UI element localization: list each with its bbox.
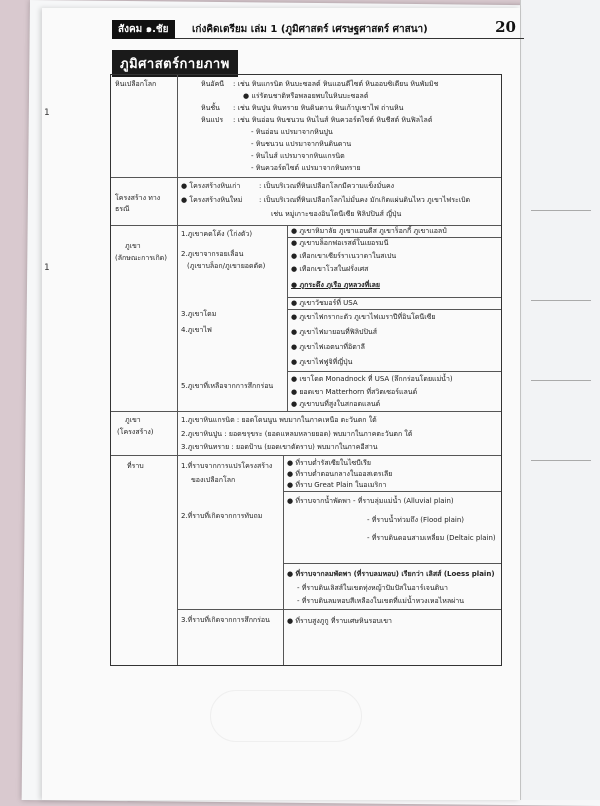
mountain-origin-type: 2.ภูเขาจากรอยเลื่อน: [181, 250, 244, 258]
rock-label: หินเปลือกโลก: [115, 80, 157, 88]
plain-example: - ที่ราบน้ำท่วมถึง (Flood plain): [367, 516, 464, 524]
mountain-example: ● เทือกเขาเซียร์ราเนวาดาในสเปน: [291, 252, 397, 260]
plain-example: - ที่ราบดินดอนสามเหลี่ยม (Deltaic plain): [367, 534, 496, 542]
rock-item-value: - หินชนวน แปรมาจากหินดินดาน: [251, 140, 352, 148]
summary-table: [110, 74, 502, 666]
structure-label: โครงสร้าง ทางธรณี: [115, 194, 161, 213]
rock-item-key: หินอัคนี: [201, 80, 225, 88]
structure-item-value: : เป็นบริเวณที่หินเปลือกโลกไม่มั่นคง มักเกิดแผ่นดินไหว ภูเขาไฟระเบิด: [259, 196, 471, 204]
rock-item-value: : เช่น หินอ่อน หินชนวน หินไนส์ หินควอร์ตไซต์ หินชีสต์ หินฟิลไลต์: [233, 116, 433, 124]
header-tag: สังคม ๑.ชัย: [112, 20, 175, 39]
mountain-example: ● ภูกระดึง ภูเรือ ภูหลวงที่เลย: [291, 281, 380, 289]
mountain-example: ● ยอดเขา Matterhorn ที่สวิตเซอร์แลนด์: [291, 388, 418, 396]
page-number: 20: [495, 18, 516, 36]
header-title: เก่งคิดเตรียม เล่ม 1 (ภูมิศาสตร์ เศรษฐศาสตร์ ศาสนา): [192, 24, 428, 35]
mountain-structure-item: 2.ภูเขาหินปูน : ยอดขรุขระ (ยอดแหลมหลายยอด) พบมากในภาคตะวันตก ใต้: [181, 430, 413, 438]
mountain-origin-type: 5.ภูเขาที่เหลือจากการสึกกร่อน: [181, 382, 274, 390]
plain-example: - ที่ราบดินลมหอบสีเหลืองในเขตที่แม่น้ำหวงเหอไหลผ่าน: [297, 597, 464, 605]
mountain-origin-label: ภูเขา: [125, 242, 141, 250]
plain-example: ● ที่ราบต่ำรัสเซียในไซบีเรีย: [287, 459, 372, 467]
mountain-origin-type: (ภูเขาบล็อก/ภูเขายอดตัด): [187, 262, 266, 270]
mountain-origin-type: 3.ภูเขาโดม: [181, 310, 217, 318]
rock-item-value: - หินไนส์ แปรมาจากหินแกรนิต: [251, 152, 345, 160]
rock-item-key: หินชั้น: [201, 104, 220, 112]
rock-item-value: : เช่น หินแกรนิต หินบะซอลต์ หินแอนดีไซต์ หินออบซิเดียน หินพัมมิช: [233, 80, 439, 88]
mountain-origin-sublabel: (ลักษณะการเกิด): [115, 254, 167, 262]
rock-item-value: - หินควอร์ตไซต์ แปรมาจากหินทราย: [251, 164, 361, 172]
section-title: ภูมิศาสตร์กายภาพ: [112, 50, 238, 77]
plain-example: ● ที่ราบจากลมพัดพา (ที่ราบลมหอบ) เรียกว่า เลิสส์ (Loess plain): [287, 570, 495, 578]
plain-label: ที่ราบ: [127, 462, 144, 470]
page-header: [112, 20, 524, 39]
plain-example: ● ที่ราบสูงภูกู ที่ราบเศษหินรอบเขา: [287, 617, 392, 625]
mountain-origin-type: 4.ภูเขาไฟ: [181, 326, 212, 334]
plain-example: ● ที่ราบต่ำตอนกลางในออสเตรเลีย: [287, 470, 393, 478]
plain-type: ของเปลือกโลก: [191, 476, 236, 484]
rock-item-value: - หินอ่อน แปรมาจากหินปูน: [251, 128, 333, 136]
structure-item-value: : เป็นบริเวณที่หินเปลือกโลกมีความแข็งมั่นคง: [259, 182, 395, 190]
structure-item-key: ● โครงสร้างหินเก่า: [181, 182, 241, 190]
rock-item-key: หินแปร: [201, 116, 224, 124]
mountain-origin-type: 1.ภูเขาคดโค้ง (โก่งตัว): [181, 230, 253, 238]
rock-item-value: ● แร่รัตนชาติหรือพลอยพบในหินบะซอลต์: [243, 92, 369, 100]
mountain-example: ● เขาโดต Monadnock ที่ USA (ลึกกร่อนโดยแม่น้ำ): [291, 375, 453, 383]
mountain-structure-label: ภูเขา: [125, 416, 141, 424]
plain-type: 2.ที่ราบที่เกิดจากการทับถม: [181, 512, 263, 520]
mountain-example: ● ภูเขาไฟฟูจิที่ญี่ปุ่น: [291, 358, 353, 366]
structure-item-key: ● โครงสร้างหินใหม่: [181, 196, 243, 204]
mountain-structure-item: 3.ภูเขาหินทราย : ยอดป้าน (ยอดเขาตัดราบ) พบมากในภาคอีสาน: [181, 443, 378, 451]
adjacent-page: [520, 0, 600, 800]
structure-item-value: เช่น หมู่เกาะของอินโดนีเซีย ฟิลิปปินส์ ญี่ปุ่น: [271, 210, 402, 218]
mountain-example: ● ภูเขาบล็อกฟอเรสต์ในเยอรมนี: [291, 239, 389, 247]
rock-item-value: : เช่น หินปูน หินทราย หินดินดาน หินเก้าบูเชาไฟ ถ่านหิน: [233, 104, 404, 112]
mountain-example: ● เทือกเขาโวสในฝรั่งเศส: [291, 265, 369, 273]
mountain-example: ● ภูเขาบนที่สูงในสกอตแลนด์: [291, 400, 381, 408]
mountain-structure-sublabel: (โครงสร้าง): [117, 428, 154, 436]
plain-type: 3.ที่ราบที่เกิดจากการสึกกร่อน: [181, 616, 270, 624]
mountain-example: ● ภูเขาไฟมายอนที่ฟิลิปปินส์: [291, 328, 377, 336]
plain-type: 1.ที่ราบจากการแปรโครงสร้าง: [181, 462, 273, 470]
faint-watermark: [210, 690, 362, 742]
mountain-example: ● ภูเขาหิมาลัย ภูเขาแอนดีส ภูเขาร็อกกี้ ภูเขาแอลป์: [291, 227, 447, 235]
mountain-structure-item: 1.ภูเขาหินแกรนิต : ยอดโดนนูน พบมากในภาคเหนือ ตะวันตก ใต้: [181, 416, 377, 424]
plain-example: ● ที่ราบ Great Plain ในอเมริกา: [287, 481, 387, 489]
plain-example: - ที่ราบดินเลิสส์ในเขตทุ่งหญ้าปัมปัสในอาร์เจนตินา: [297, 584, 448, 592]
mountain-example: ● ภูเขาไฟกรากะตัว ภูเขาไฟเมราปีที่อินโดนีเซีย: [291, 313, 436, 321]
mountain-example: ● ภูเขาวัชมอร์ที่ USA: [291, 299, 358, 307]
plain-example: ● ที่ราบจากน้ำพัดพา - ที่ราบลุ่มแม่น้ำ (Alluvial plain): [287, 497, 454, 505]
document-page: 1 1 สังคม ๑.ชัย เก่งคิดเตรียม เล่ม 1 (ภูมิศาสตร์ เศรษฐศาสตร์ ศาสนา) 20: [42, 8, 520, 800]
mountain-example: ● ภูเขาไฟเอตนาที่อิตาลี: [291, 343, 365, 351]
